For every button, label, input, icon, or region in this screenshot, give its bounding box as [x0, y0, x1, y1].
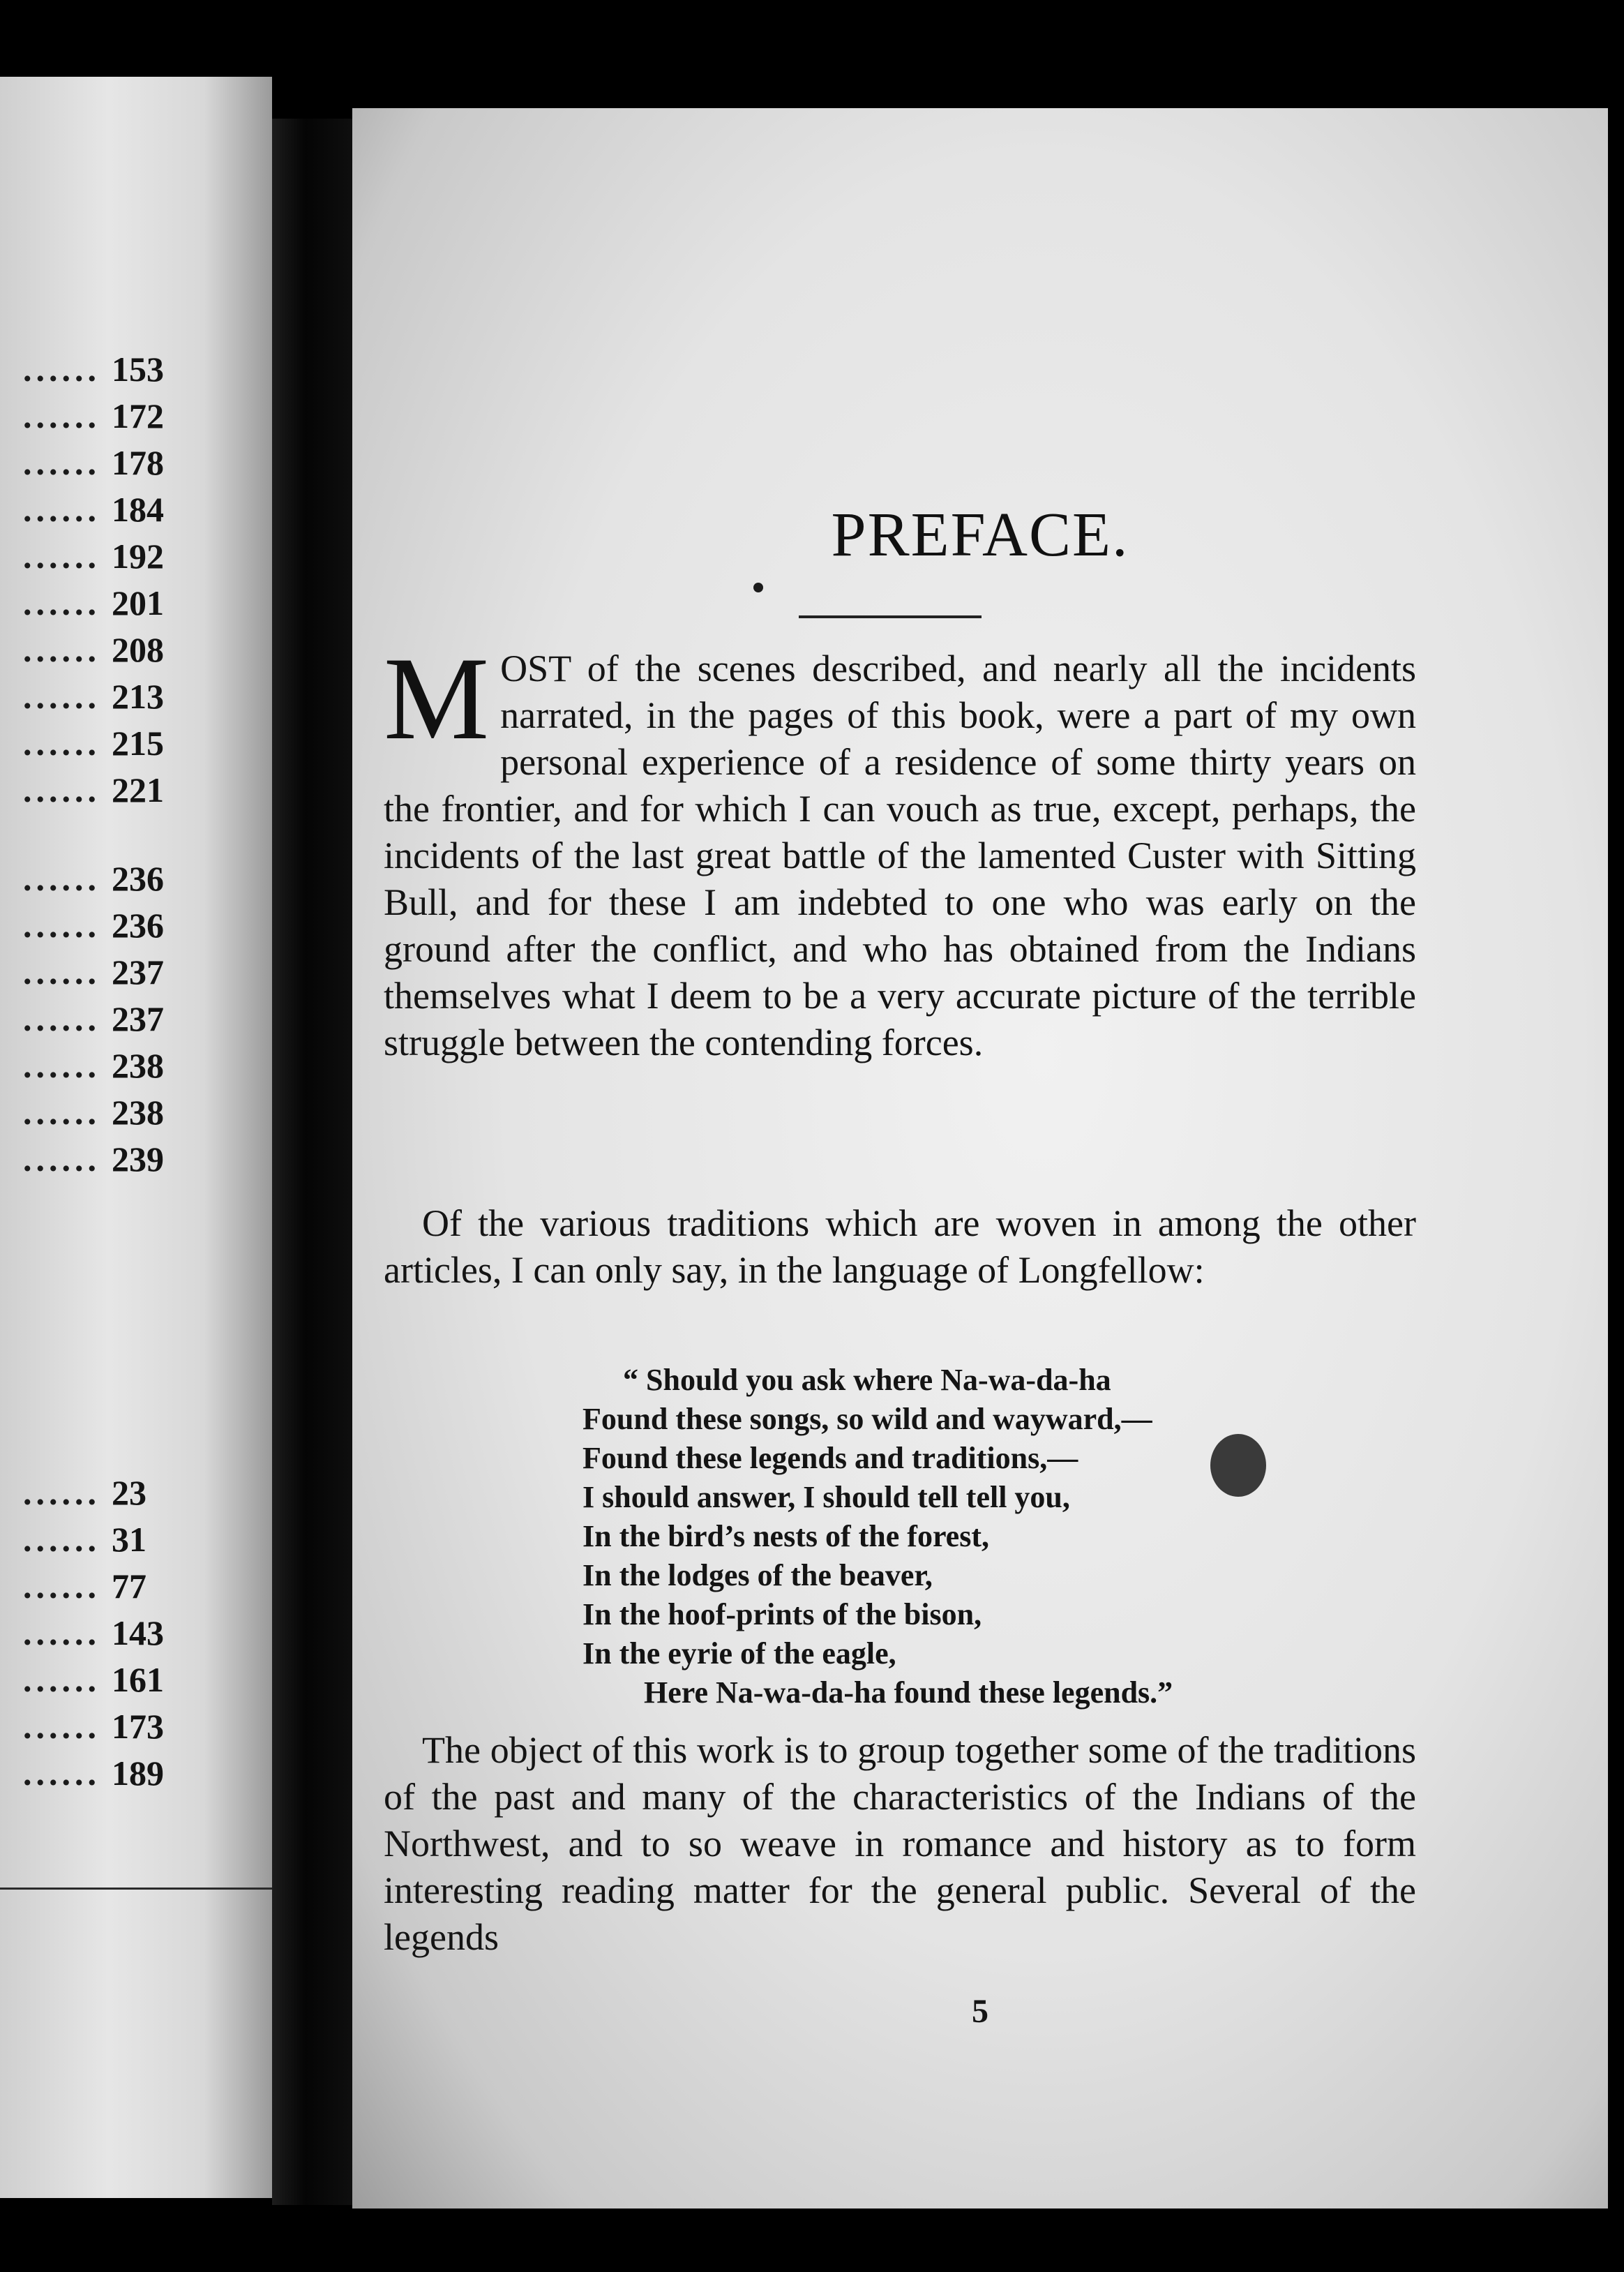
poem-line: Found these songs, so wild and wayward,— [582, 1402, 1152, 1436]
ink-speck [753, 583, 763, 592]
toc-row: ...... 236 [23, 855, 195, 902]
toc-page-numbers-group-2 [23, 1469, 195, 1796]
toc-row: ...... 208 [23, 626, 195, 673]
preface-paragraph-2: Of the various traditions which are woven in among the other articles, I can only say, in the language of Longfellow: [384, 1202, 1416, 1291]
toc-page-number: 172 [112, 396, 164, 435]
poem-line: In the hoof-prints of the bison, [582, 1597, 982, 1631]
toc-page-number: 192 [112, 536, 164, 576]
toc-page-number: 23 [112, 1472, 146, 1512]
toc-row: ...... 239 [23, 1135, 195, 1182]
poem-line: Here Na-wa-da-ha found these legends.” [644, 1675, 1173, 1710]
toc-row: ...... 215 [23, 719, 195, 766]
poem-line: Found these legends and traditions,— [582, 1441, 1078, 1475]
toc-page-number: 208 [112, 629, 164, 669]
toc-row: ...... 237 [23, 995, 195, 1042]
toc-row: ...... 192 [23, 532, 195, 579]
toc-page-number: 31 [112, 1519, 146, 1559]
toc-row: ...... 237 [23, 948, 195, 995]
preface-paragraph-3: The object of this work is to group together some of the traditions of the past and many of the characteristics of the Indians of the Northwest, and to so weave in romance and history as to form interesting reading matter for the general public. Several of the legends [384, 1729, 1416, 1958]
toc-row: ...... 236 [23, 902, 195, 948]
toc-row: ...... 201 [23, 579, 195, 626]
toc-page-number: 143 [112, 1613, 164, 1652]
toc-row: ...... 238 [23, 1042, 195, 1089]
drop-cap: M [384, 633, 490, 764]
toc-page-number: 189 [112, 1753, 164, 1793]
page-title: PREFACE. [831, 500, 1129, 569]
toc-page-number: 221 [112, 770, 164, 809]
toc-row: ...... 161 [23, 1656, 195, 1703]
toc-page-number: 239 [112, 1139, 164, 1179]
toc-page-number: 173 [112, 1706, 164, 1746]
toc-page-number: 236 [112, 858, 164, 898]
poem-line: I should answer, I should tell tell you, [582, 1480, 1070, 1514]
toc-row: ...... 178 [23, 439, 195, 486]
toc-page-number: 238 [112, 1092, 164, 1132]
toc-row: ...... 143 [23, 1609, 195, 1656]
toc-page-number: 237 [112, 952, 164, 992]
paragraph-1-text: OST of the scenes described, and nearly all the incidents narrated, in the pages of this book, were a part of my own personal experience of a residence of some thirty years on the frontier, and for which I can vouch as true, except, perhaps, the incidents of the last great battle of the lamented Custer with Sitting Bull, and for these I am indebted to one who was early on the ground after the conflict, and who has obtained from the Indians themselves what I deem to be a very accurate picture of the terrible struggle between the contending forces. [384, 648, 1416, 1063]
toc-page-number: 236 [112, 905, 164, 945]
poem-line: In the lodges of the beaver, [582, 1558, 933, 1592]
title-underline [799, 615, 982, 618]
toc-page-number: 201 [112, 583, 164, 622]
poem-line: “ Should you ask where Na-wa-da-ha [623, 1363, 1111, 1397]
toc-row: ...... 172 [23, 392, 195, 439]
page-number: 5 [972, 1993, 988, 2030]
longfellow-quotation [582, 1361, 1280, 1712]
scan-artifact-line [0, 1888, 272, 1890]
toc-page-number: 184 [112, 489, 164, 529]
toc-row: ...... 23 [23, 1469, 195, 1516]
toc-page-number: 237 [112, 999, 164, 1038]
toc-page-number: 77 [112, 1566, 146, 1606]
poem-line: In the eyrie of the eagle, [582, 1636, 896, 1671]
toc-row: ...... 213 [23, 673, 195, 719]
poem-line: In the bird’s nests of the forest, [582, 1519, 989, 1553]
toc-page-numbers-group-1 [23, 345, 195, 1182]
toc-page-number: 238 [112, 1045, 164, 1085]
toc-row: ...... 173 [23, 1703, 195, 1749]
book-gutter [272, 119, 356, 2205]
toc-page-number: 178 [112, 442, 164, 482]
toc-row: ...... 184 [23, 486, 195, 532]
toc-row: ...... 221 [23, 766, 195, 813]
toc-row: ...... 153 [23, 345, 195, 392]
toc-row: ...... 238 [23, 1089, 195, 1135]
toc-page-number: 161 [112, 1659, 164, 1699]
toc-page-number: 153 [112, 349, 164, 389]
previous-page-fragment [0, 77, 272, 2198]
toc-row: ...... 189 [23, 1749, 195, 1796]
preface-page [352, 108, 1608, 2209]
ink-blot [1210, 1434, 1266, 1497]
toc-row: ...... 31 [23, 1516, 195, 1562]
toc-page-number: 213 [112, 676, 164, 716]
toc-page-number: 215 [112, 723, 164, 763]
preface-paragraph-1 [384, 633, 1416, 1066]
toc-row: ...... 77 [23, 1562, 195, 1609]
